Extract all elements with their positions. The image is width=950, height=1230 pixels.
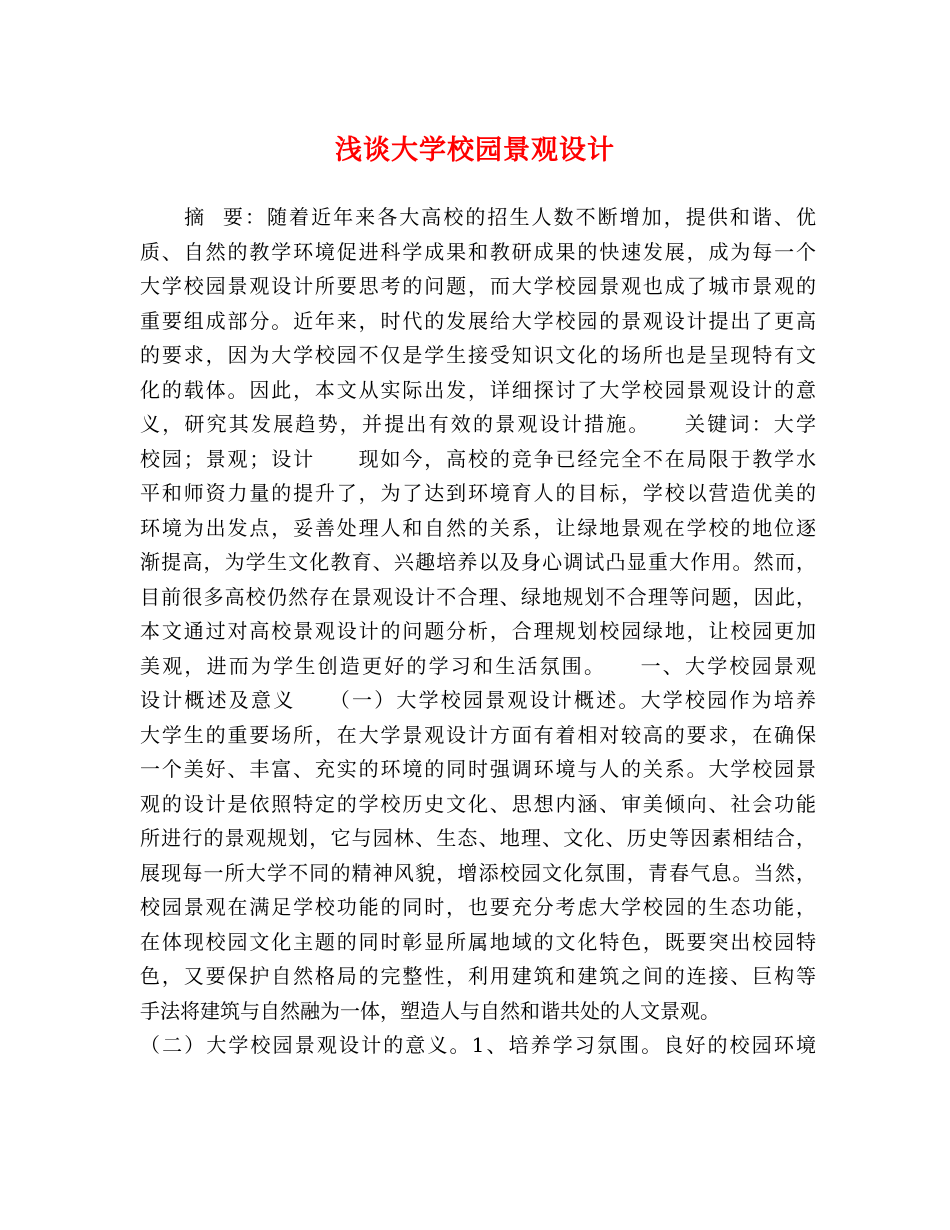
body-line: 目前很多高校仍然存在景观设计不合理、绿地规划不合理等问题，因此，: [140, 584, 816, 609]
body-line: 质、自然的教学环境促进科学成果和教研成果的快速发展，成为每一个: [140, 239, 816, 264]
body-line: 在体现校园文化主题的同时彰显所属地域的文化特色，既要突出校园特: [140, 929, 816, 954]
body-line: 校园；景观；设计 现如今，高校的竞争已经完全不在局限于教学水: [140, 446, 816, 471]
body-line: 一个美好、丰富、充实的环境的同时强调环境与人的关系。大学校园景: [140, 757, 816, 781]
body-line: 平和师资力量的提升了，为了达到环境育人的目标，学校以营造优美的: [140, 481, 816, 505]
body-line: 色，又要保护自然格局的完整性，利用建筑和建筑之间的连接、巨构等: [140, 964, 816, 988]
body-line: 本文通过对高校景观设计的问题分析，合理规划校园绿地，让校园更加: [140, 619, 816, 643]
body-line: 设计概述及意义 （一）大学校园景观设计概述。大学校园作为培养: [140, 688, 816, 712]
body-line: 所进行的景观规划，它与园林、生态、地理、文化、历史等因素相结合，: [140, 826, 816, 850]
body-line: 义，研究其发展趋势，并提出有效的景观设计措施。 关键词：大学: [140, 412, 816, 436]
body-line: 展现每一所大学不同的精神风貌，增添校园文化氛围，青春气息。当然，: [140, 860, 816, 885]
body-line: 大学生的重要场所，在大学景观设计方面有着相对较高的要求，在确保: [140, 722, 816, 747]
body-line: 大学校园景观设计所要思考的问题，而大学校园景观也成了城市景观的: [140, 274, 816, 298]
document-title: 浅谈大学校园景观设计: [335, 135, 615, 166]
body-line: 化的载体。因此，本文从实际出发，详细探讨了大学校园景观设计的意: [140, 377, 816, 402]
body-line: 的要求，因为大学校园不仅是学生接受知识文化的场所也是呈现特有文: [140, 343, 816, 367]
body-line: （二）大学校园景观设计的意义。1、培养学习氛围。良好的校园环境: [140, 1033, 816, 1057]
body-line: 环境为出发点，妥善处理人和自然的关系，让绿地景观在学校的地位逐: [140, 515, 816, 540]
body-line: 摘 要：随着近年来各大高校的招生人数不断增加，提供和谐、优: [140, 205, 816, 229]
body-line: 观的设计是依照特定的学校历史文化、思想内涵、审美倾向、社会功能: [140, 791, 816, 816]
body-line: 渐提高，为学生文化教育、兴趣培养以及身心调试凸显重大作用。然而，: [140, 550, 816, 574]
body-line: 手法将建筑与自然融为一体，塑造人与自然和谐共处的人文景观。: [140, 998, 720, 1023]
body-line: 美观，进而为学生创造更好的学习和生活氛围。 一、大学校园景观: [140, 653, 816, 678]
document-body: [140, 200, 816, 1063]
body-line: 校园景观在满足学校功能的同时，也要充分考虑大学校园的生态功能，: [140, 895, 816, 919]
body-line: 重要组成部分。近年来，时代的发展给大学校园的景观设计提出了更高: [140, 308, 816, 333]
